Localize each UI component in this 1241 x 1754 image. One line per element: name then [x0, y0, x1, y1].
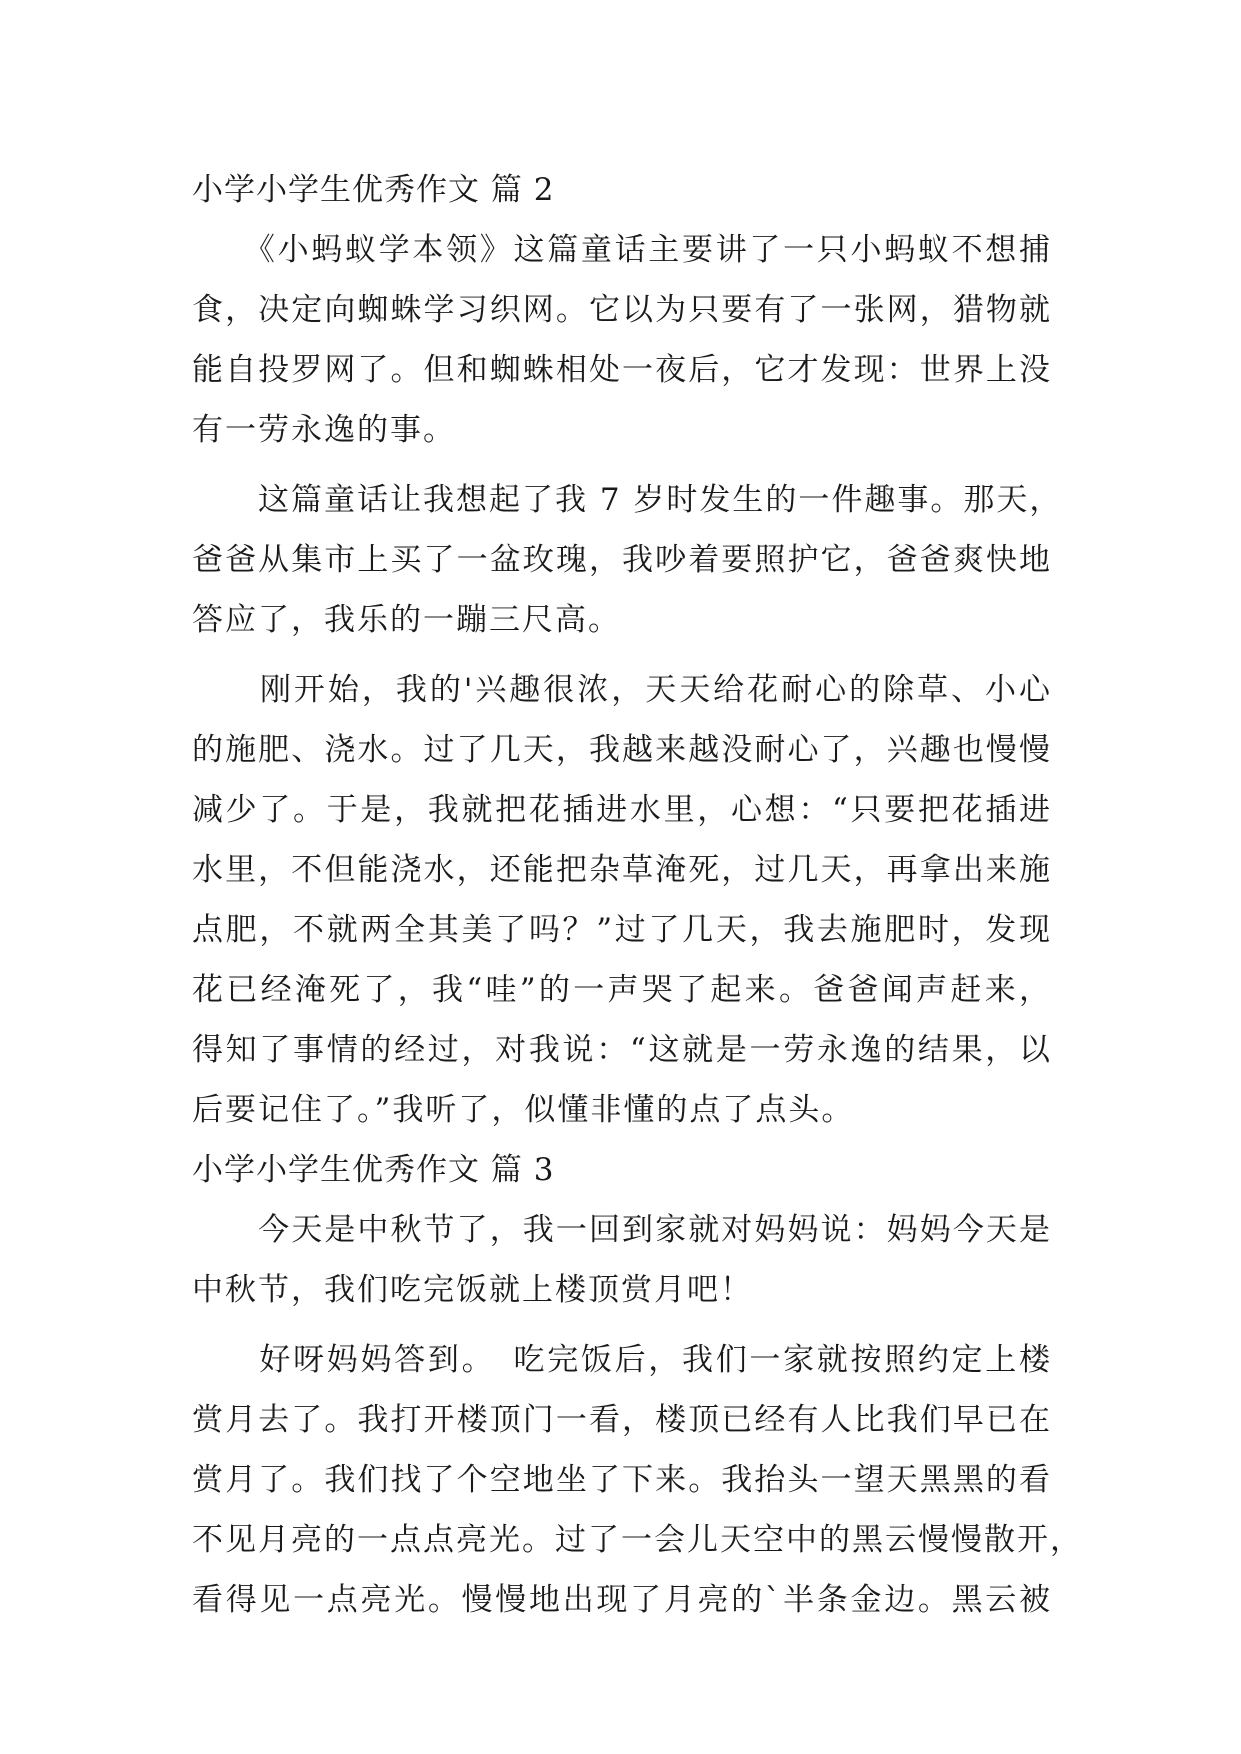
paragraph	[192, 1330, 1083, 1630]
section-heading-3: 小学小学生优秀作文 篇 3	[192, 1152, 555, 1188]
paragraph-gap	[192, 650, 1052, 660]
text-line: 有一劳永逸的事。	[192, 412, 456, 448]
text-line: 赏月去了。我打开楼顶门一看，楼顶已经有人比我们早已在	[192, 1402, 1052, 1438]
paragraph	[192, 1200, 1052, 1320]
text-line: 赏月了。我们找了个空地坐了下来。我抬头一望天黑黑的看	[192, 1462, 1052, 1498]
paragraph	[192, 660, 1052, 1140]
paragraph-gap	[192, 460, 1052, 470]
text-line: 点肥，不就两全其美了吗？”过了几天，我去施肥时，发现	[192, 912, 1052, 948]
section-heading-2: 小学小学生优秀作文 篇 2	[192, 172, 555, 208]
text-line: 答应了，我乐的一蹦三尺高。	[192, 602, 621, 638]
text-line: 不见月亮的一点点亮光。过了一会儿天空中的黑云慢慢散开，	[192, 1522, 1083, 1558]
paragraph-gap	[192, 1320, 1052, 1330]
text-line: 花已经淹死了，我“哇”的一声哭了起来。爸爸闻声赶来，	[192, 972, 1052, 1008]
text-line: 《小蚂蚁学本领》这篇童话主要讲了一只小蚂蚁不想捕	[192, 232, 1052, 268]
text-line: 这篇童话让我想起了我 7 岁时发生的一件趣事。那天，	[192, 482, 1063, 518]
text-line: 水里，不但能浇水，还能把杂草淹死，过几天，再拿出来施	[192, 852, 1052, 888]
paragraph	[192, 470, 1063, 650]
text-line: 能自投罗网了。但和蜘蛛相处一夜后，它才发现：世界上没	[192, 352, 1052, 388]
text-line: 看得见一点亮光。慢慢地出现了月亮的`半条金边。黑云被	[192, 1582, 1052, 1618]
text-line: 后要记住了。”我听了，似懂非懂的点了点头。	[192, 1092, 855, 1128]
text-line: 好呀妈妈答到。 吃完饭后，我们一家就按照约定上楼	[192, 1342, 1052, 1378]
text-line: 爸爸从集市上买了一盆玫瑰，我吵着要照护它，爸爸爽快地	[192, 542, 1052, 578]
text-line: 减少了。于是，我就把花插进水里，心想：“只要把花插进	[192, 792, 1052, 828]
text-line: 得知了事情的经过，对我说：“这就是一劳永逸的结果，以	[192, 1032, 1052, 1068]
text-line: 的施肥、浇水。过了几天，我越来越没耐心了，兴趣也慢慢	[192, 732, 1052, 768]
text-line: 今天是中秋节了，我一回到家就对妈妈说：妈妈今天是	[192, 1212, 1052, 1248]
text-line: 中秋节，我们吃完饭就上楼顶赏月吧！	[192, 1272, 753, 1308]
text-line: 食，决定向蜘蛛学习织网。它以为只要有了一张网，猎物就	[192, 292, 1052, 328]
text-line: 刚开始，我的'兴趣很浓，天天给花耐心的除草、小心	[192, 672, 1052, 708]
document-content	[192, 160, 1083, 1630]
paragraph	[192, 220, 1052, 460]
